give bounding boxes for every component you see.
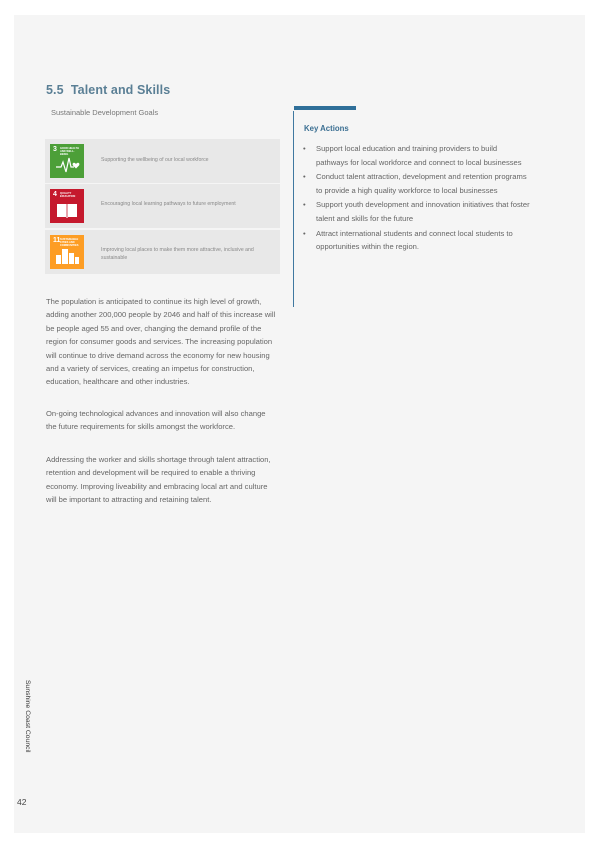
body-paragraph: The population is anticipated to continue its high level of growth, adding another 200,000 people by 2046 and half of this increase will be people aged 55 and over, changing the demand profile of the region for consumer goods and services. The increasing population will continue to drive demand across the economy for new housing and a variety of services, creating an impetus for construction, education, healthcare and other industries. (46, 297, 276, 387)
sdg-goal-text: Supporting the wellbeing of our local workforce (101, 157, 209, 163)
bullet-icon: • (303, 144, 306, 153)
sdg-goal-text: Improving local places to make them more attractive, inclusive and sustainable (101, 247, 254, 261)
sdg-goal-name: SUSTAINABLE CITIES AND COMMUNITIES (60, 238, 79, 247)
list-item-text: Attract international students and connect local students to opportunities within the region. (316, 228, 513, 252)
body-paragraph: On-going technological advances and innovation will also change the future requirements for skills amongst the workforce. (46, 409, 266, 432)
list-item (302, 227, 530, 254)
bullet-icon: • (303, 200, 306, 210)
key-actions-divider (293, 111, 294, 307)
list-item (302, 170, 530, 197)
section-title-text: Talent and Skills (70, 83, 171, 97)
sdg-goal-text: Encouraging local learning pathways to future employment (101, 201, 236, 207)
page-number: 42 (17, 797, 27, 807)
sdg-goal-name: GOOD HEALTH AND WELL-BEING (60, 147, 79, 156)
book-icon (50, 189, 84, 223)
bullet-icon: • (303, 228, 306, 238)
bullet-icon: • (303, 172, 306, 182)
body-paragraph: Addressing the worker and skills shortage through talent attraction, retention and development will be required to enable a thriving economy. Improving liveability and embracing local art and culture will be important to attracting and retaining talent. (46, 455, 271, 505)
sdg-goal-name: QUALITY EDUCATION (60, 192, 76, 198)
key-actions-list (302, 142, 530, 255)
list-item-text: Support youth development and innovation initiatives that foster talent and skills for the future (316, 200, 530, 223)
key-actions-accent-bar (294, 106, 356, 110)
heartbeat-icon (50, 144, 84, 178)
sdg-goal-number: 3 (53, 146, 57, 153)
organisation-label: Sunshine Coast Council (24, 680, 31, 753)
city-icon (50, 235, 84, 269)
section-title (46, 83, 170, 97)
key-actions-title: Key Actions (304, 124, 349, 133)
sdg-goal-4 (45, 184, 280, 228)
sdg-goal-number: 4 (53, 191, 57, 198)
sdg-heading: Sustainable Development Goals (51, 108, 159, 117)
list-item (302, 198, 530, 225)
list-item (302, 142, 530, 169)
list-item-text: Conduct talent attraction, development and retention programs to provide a high quality workforce to local businesses (316, 172, 527, 195)
sdg-goal-11 (45, 230, 280, 274)
sdg-goal-3 (45, 139, 280, 183)
sdg-goal-number: 11 (53, 237, 61, 244)
list-item-text: Support local education and training providers to build pathways for local workforce and connect to local businesses (316, 144, 522, 167)
section-number: 5.5 (46, 83, 64, 97)
